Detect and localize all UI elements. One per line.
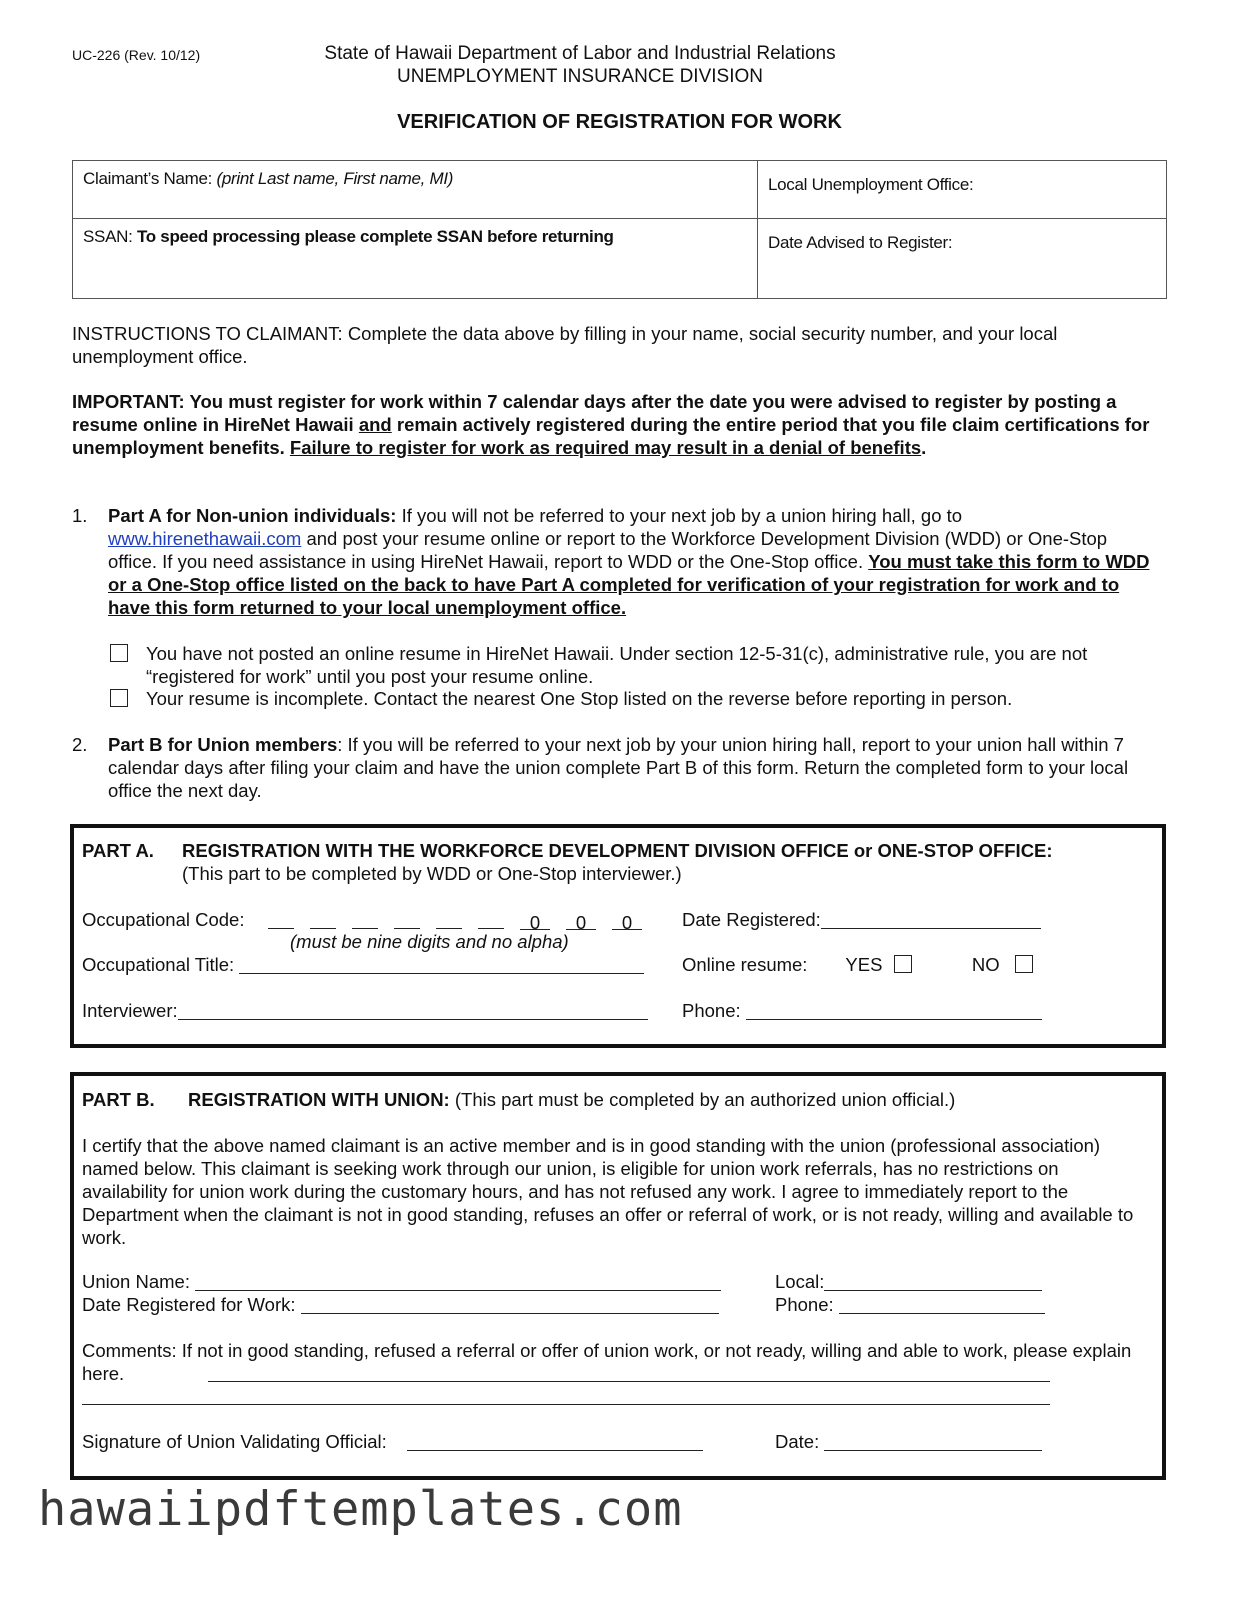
comments-line-1[interactable]: [208, 1381, 1050, 1382]
part-b-phone-field[interactable]: [839, 1295, 1045, 1314]
part-a-phone-field[interactable]: [746, 1001, 1042, 1020]
ssan-label: SSAN:: [83, 227, 133, 246]
occ-digit-7[interactable]: 0: [520, 911, 550, 930]
important-period: .: [921, 437, 927, 458]
part-a-phone-row: [682, 999, 1042, 1022]
part-a-heading: REGISTRATION WITH THE WORKFORCE DEVELOPMENT DIVISION OFFICE or ONE-STOP OFFICE:: [182, 840, 1053, 861]
page-title: VERIFICATION OF REGISTRATION FOR WORK: [397, 111, 842, 133]
part-a-subheading: (This part to be completed by WDD or One-Stop interviewer.): [182, 863, 682, 884]
watermark-text: hawaiipdftemplates.com: [38, 1482, 683, 1537]
union-name-field[interactable]: [195, 1272, 721, 1291]
part-b-heading-row: [188, 1088, 955, 1111]
item1-body: [108, 504, 1153, 619]
claimant-name-label: Claimant’s Name:: [83, 169, 213, 188]
division-name: UNEMPLOYMENT INSURANCE DIVISION: [397, 66, 763, 87]
union-name-row: [82, 1270, 721, 1293]
comments-line-2[interactable]: [82, 1404, 1050, 1405]
important-notice: [72, 390, 1157, 459]
local-field[interactable]: [824, 1272, 1042, 1291]
item2-number: 2.: [72, 734, 88, 755]
comments-label: Comments: If not in good standing, refused a referral or offer of union work, or not ready, willing and able to work, please explain here.: [82, 1340, 1132, 1384]
occupational-title-row: [82, 953, 644, 976]
occ-digit-2[interactable]: [310, 910, 336, 929]
occupational-code-label: Occupational Code:: [82, 909, 245, 930]
no-resume-text: You have not posted an online resume in HireNet Hawaii. Under section 12-5-31(c), administrative rule, you are not “registered for work” until you post your resume online.: [146, 643, 1088, 687]
item1-must-text: You must take this form to WDD or a One-Stop office listed on the back to have Part A completed for verification of your registration for work and to have this form returned to your local unemployment office.: [108, 551, 1150, 618]
union-certification-text: I certify that the above named claimant is an active member and is in good standing with the union (professional association) named below. This claimant is seeking work through our union, is eligible for union work referrals, has no restrictions on availability for union work during the customary hours, and has not refused any work. I agree to immediately report to the Department when the claimant is not in good standing, refuses an offer or referral of work, or is not ready, willing and available to work.: [82, 1135, 1134, 1248]
local-office-label: Local Unemployment Office:: [768, 175, 974, 194]
occ-digit-5[interactable]: [436, 910, 462, 929]
occ-digit-3[interactable]: [352, 910, 378, 929]
part-b-phone-label: Phone:: [775, 1294, 834, 1315]
important-text-2: remain actively registered during the entire period that you file claim certifications for unemployment benefits.: [72, 414, 1150, 458]
ssan-cell[interactable]: [73, 219, 758, 299]
form-number: UC-226 (Rev. 10/12): [72, 47, 201, 63]
claimant-name-cell[interactable]: [73, 161, 758, 219]
hirenet-link[interactable]: www.hirenethawaii.com: [108, 528, 302, 549]
online-resume-no-checkbox[interactable]: [1015, 955, 1033, 973]
date-advised-cell[interactable]: [758, 219, 1167, 299]
union-name-label: Union Name:: [82, 1271, 190, 1292]
part-b-date-field[interactable]: [824, 1432, 1042, 1451]
item1-heading: Part A for Non-union individuals:: [108, 505, 397, 526]
local-office-cell[interactable]: [758, 161, 1167, 219]
agency-name: State of Hawaii Department of Labor and Industrial Relations: [324, 43, 836, 64]
occupational-code-field[interactable]: [268, 908, 642, 931]
part-a-phone-label: Phone:: [682, 1000, 741, 1021]
item2-text: : If you will be referred to your next job by your union hiring hall, report to your union hall within 7 calendar days after filing your claim and have the union complete Part B of this form. Return the completed form to your local office the next day.: [108, 734, 1129, 801]
part-b-date-label: Date:: [775, 1431, 820, 1452]
date-registered-field[interactable]: [821, 910, 1041, 929]
online-resume-yes-checkbox[interactable]: [894, 955, 912, 973]
date-registered-work-label: Date Registered for Work:: [82, 1294, 296, 1315]
checkbox-row-1: [110, 642, 1150, 688]
signature-field[interactable]: [407, 1432, 703, 1451]
claimant-name-hint: (print Last name, First name, MI): [216, 169, 454, 188]
no-resume-checkbox[interactable]: [110, 644, 128, 662]
date-advised-label: Date Advised to Register:: [768, 233, 953, 252]
date-registered-row: [682, 908, 1041, 931]
item2-heading: Part B for Union members: [108, 734, 338, 755]
occ-digit-8[interactable]: 0: [566, 911, 596, 930]
occupational-title-field[interactable]: [239, 955, 644, 974]
interviewer-row: [82, 999, 648, 1022]
online-resume-row: [682, 953, 1033, 976]
instructions-text: INSTRUCTIONS TO CLAIMANT: Complete the data above by filling in your name, social security number, and your local unemployment office.: [72, 323, 1058, 367]
important-text-1: IMPORTANT: You must register for work within 7 calendar days after the date you were advised to register by posting a resume online in HireNet Hawaii: [72, 391, 1117, 435]
part-b-phone-row: [775, 1293, 1045, 1316]
occ-digit-4[interactable]: [394, 910, 420, 929]
part-a-label: PART A.: [82, 840, 154, 861]
item1-number: 1.: [72, 505, 88, 526]
interviewer-field[interactable]: [178, 1001, 648, 1020]
part-b-date-row: [775, 1430, 1042, 1453]
part-b-label: PART B.: [82, 1089, 155, 1110]
important-warning: Failure to register for work as required may result in a denial of benefits: [289, 437, 922, 458]
incomplete-resume-text: Your resume is incomplete. Contact the nearest One Stop listed on the reverse before reporting in person.: [146, 688, 1013, 709]
date-registered-work-row: [82, 1293, 719, 1316]
checkbox-row-2: [110, 687, 1150, 710]
incomplete-resume-checkbox[interactable]: [110, 689, 128, 707]
item2-body: [108, 733, 1143, 802]
occ-digit-9[interactable]: 0: [612, 911, 642, 930]
item1-text2: and post your resume online or report to the Workforce Development Division (WDD) or One-Stop office. If you need assistance in using HireNet Hawaii, report to WDD or the One-Stop office.: [108, 528, 1108, 572]
occ-digit-1[interactable]: [268, 910, 294, 929]
online-resume-yes-label: YES: [845, 954, 883, 975]
local-label: Local:: [775, 1271, 825, 1292]
date-registered-work-field[interactable]: [301, 1295, 719, 1314]
online-resume-no-label: NO: [971, 954, 1000, 975]
online-resume-label: Online resume:: [682, 954, 808, 975]
date-registered-label: Date Registered:: [682, 909, 821, 930]
interviewer-label: Interviewer:: [82, 1000, 178, 1021]
local-row: [775, 1270, 1042, 1293]
signature-row: [82, 1430, 703, 1453]
ssan-hint: To speed processing please complete SSAN before returning: [136, 227, 614, 246]
claimant-info-table: [72, 160, 1167, 299]
occ-digit-6[interactable]: [478, 910, 504, 929]
signature-label: Signature of Union Validating Official:: [82, 1431, 387, 1452]
item1-text1: If you will not be referred to your next job by a union hiring hall, go to: [396, 505, 963, 526]
occupational-code-note: (must be nine digits and no alpha): [290, 931, 569, 952]
part-b-heading: REGISTRATION WITH UNION:: [188, 1089, 450, 1110]
occupational-title-label: Occupational Title:: [82, 954, 235, 975]
part-b-subheading: (This part must be completed by an authorized union official.): [454, 1089, 956, 1110]
important-and: and: [358, 414, 392, 435]
